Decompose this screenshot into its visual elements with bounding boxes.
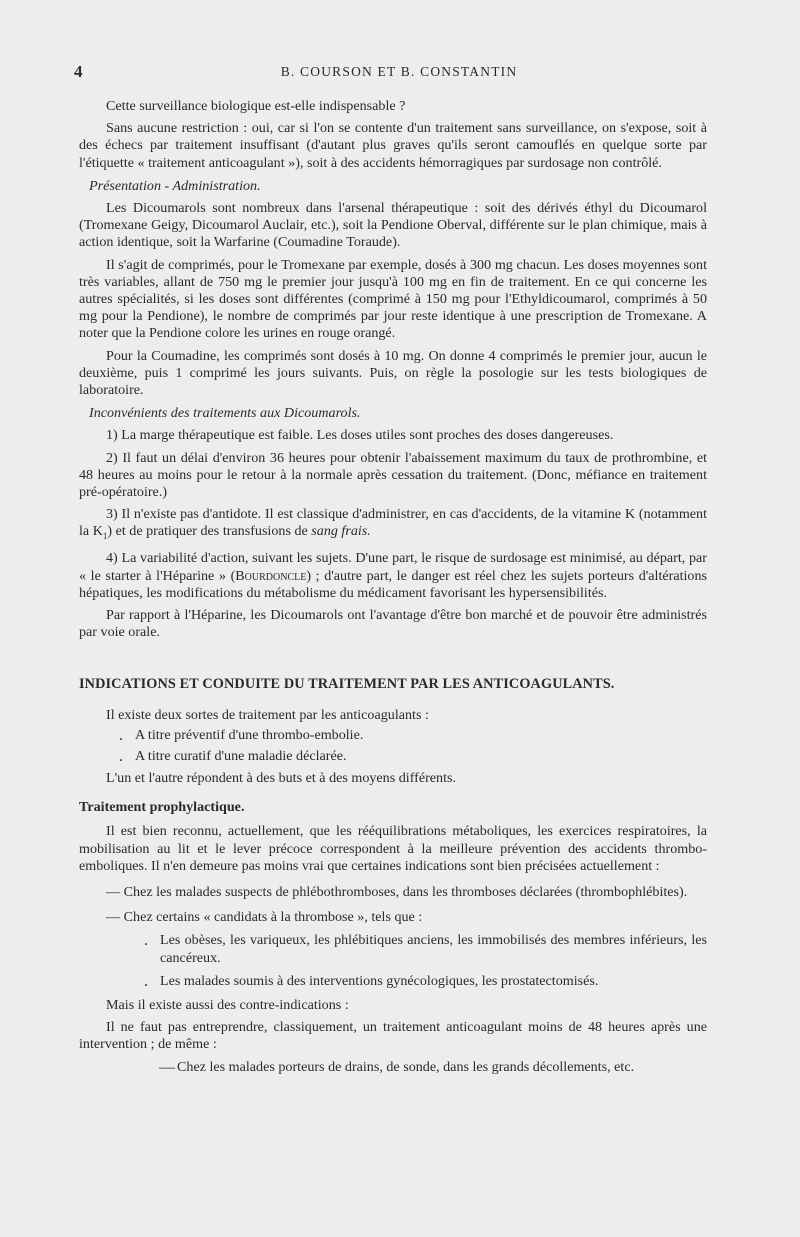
list-item bbox=[144, 932, 707, 966]
section-title: INDICATIONS ET CONDUITE DU TRAITEMENT PAR LES ANTICOAGULANTS. bbox=[79, 675, 615, 692]
list-item bbox=[119, 748, 707, 766]
dash-item-text: Chez les malades porteurs de drains, de sonde, dans les grands décollements, etc. bbox=[177, 1059, 635, 1076]
italic-run: sang frais. bbox=[311, 523, 371, 540]
numbered-paragraph bbox=[79, 550, 707, 602]
paragraph: Sans aucune restriction : oui, car si l'on se contente d'un traitement sans surveillance, on s'expose, soit à des échecs par traitement insuffisant (d'autant plus graves qu'ils seront camouflés en quelque sorte par l'étiquette « traitement anticoagulant »), soit à des accidents hémorragiques par surdosage non contrôlé. bbox=[79, 120, 707, 171]
numbered-paragraph: 2) Il faut un délai d'environ 36 heures pour obtenir l'abaissement maximum du taux de prothrombine, et 48 heures au moins pour le retour à la normale après cessation du traitement. (Donc, méfiance en traitement pré-opératoire.) bbox=[79, 449, 707, 501]
paragraph: Il est bien reconnu, actuellement, que les rééquilibrations métaboliques, les exercices respiratoires, la mobilisation au lit et le lever précoce correspondent à la meilleure prévention des accidents thrombo-emboliques. Il n'en demeure pas moins vrai que certaines indications sont bien précisées actuellement : bbox=[79, 823, 707, 874]
dash-paragraph: — Chez certains « candidats à la thrombose », tels que : bbox=[106, 909, 423, 926]
bullet-mark: . bbox=[144, 972, 148, 990]
running-title: B. COURSON ET B. CONSTANTIN bbox=[280, 64, 518, 79]
paragraph: L'un et l'autre répondent à des buts et à des moyens différents. bbox=[106, 769, 457, 786]
paragraph: Mais il existe aussi des contre-indications : bbox=[106, 996, 349, 1013]
dash-mark: — bbox=[159, 1059, 175, 1077]
paragraph: Il existe deux sortes de traitement par les anticoagulants : bbox=[106, 706, 429, 723]
subheading-inconvenients: Inconvénients des traitements aux Dicoumarols. bbox=[89, 405, 361, 422]
page-header bbox=[74, 62, 724, 82]
subheading-prophylactique: Traitement prophylactique. bbox=[79, 799, 245, 816]
bullet-mark: . bbox=[144, 932, 148, 950]
page-body bbox=[79, 98, 707, 1077]
list-item bbox=[119, 727, 707, 745]
list-item-text: A titre préventif d'une thrombo-embolie. bbox=[135, 726, 364, 743]
text-run: ) ; d'autre part, le danger est réel chez les sujets porteurs d'altérations hépatiques, les modifications du métabolisme du médicament favorisant les hypersensibilités. bbox=[79, 567, 707, 601]
paragraph: Cette surveillance biologique est-elle indispensable ? bbox=[106, 98, 406, 114]
paragraph: Il ne faut pas entreprendre, classiquement, un traitement anticoagulant moins de 48 heures après une intervention ; de même : bbox=[79, 1018, 707, 1053]
bullet-mark: . bbox=[119, 747, 123, 765]
paragraph: Les Dicoumarols sont nombreux dans l'arsenal thérapeutique : soit des dérivés éthyl du Dicoumarol (Tromexane Geigy, Dicoumarol Auclair, etc.), soit la Pendione Oberval, différente sur le plan chimique, mais à action identique, soit la Warfarine (Coumadine Toraude). bbox=[79, 200, 707, 251]
paragraph: Par rapport à l'Héparine, les Dicoumarols ont l'avantage d'être bon marché et de pouvoir être administrés par voie orale. bbox=[79, 607, 707, 641]
subheading-presentation: Présentation - Administration. bbox=[89, 177, 261, 194]
numbered-paragraph bbox=[79, 506, 707, 545]
list-item bbox=[144, 973, 707, 991]
text-run: 4) La variabilité d'action, suivant les sujets. D'une part, le risque de surdosage est minimisé, au départ, par « le starter à l'Héparine » ( bbox=[79, 550, 707, 584]
author-name: Bourdoncle bbox=[235, 567, 307, 584]
text-run: ) et de pratiquer des transfusions de bbox=[107, 523, 312, 540]
bullet-mark: . bbox=[119, 726, 123, 744]
list-item-text: Les obèses, les variqueux, les phlébitiques anciens, les immobilisés des membres inférieurs, les cancéreux. bbox=[160, 932, 707, 966]
subscript: 1 bbox=[102, 531, 108, 542]
list-item-text: A titre curatif d'une maladie déclarée. bbox=[135, 747, 347, 764]
dash-paragraph: — Chez les malades suspects de phlébothromboses, dans les thromboses déclarées (thrombophlébites). bbox=[106, 883, 688, 900]
text-run: 3) Il n'existe pas d'antidote. Il est classique d'administrer, en cas d'accidents, de la vitamine K (notamment la K bbox=[79, 506, 707, 540]
numbered-paragraph: 1) La marge thérapeutique est faible. Les doses utiles sont proches des doses dangereuses. bbox=[106, 427, 614, 444]
page-number: 4 bbox=[74, 62, 83, 81]
list-item-text: Les malades soumis à des interventions gynécologiques, les prostatectomisés. bbox=[160, 972, 599, 989]
dash-item bbox=[159, 1059, 707, 1077]
paragraph: Il s'agit de comprimés, pour le Tromexane par exemple, dosés à 300 mg chacun. Les doses moyennes sont très variables, allant de 750 mg le premier jour jusqu'à 100 mg en fin de traitement. En ce qui concerne les autres spécialités, si les doses sont différentes (comprimé à 150 mg pour l'Ethyldicoumarol, comprimés à 50 mg pour la Pendione), le nombre de comprimés par jour reste identique à une prescription de Tromexane. A noter que la Pendione colore les urines en rouge orangé. bbox=[79, 256, 707, 342]
paragraph: Pour la Coumadine, les comprimés sont dosés à 10 mg. On donne 4 comprimés le premier jour, aucun le deuxième, puis 1 comprimé les jours suivants. Puis, on règle la posologie sur les tests biologiques de laboratoire. bbox=[79, 347, 707, 399]
